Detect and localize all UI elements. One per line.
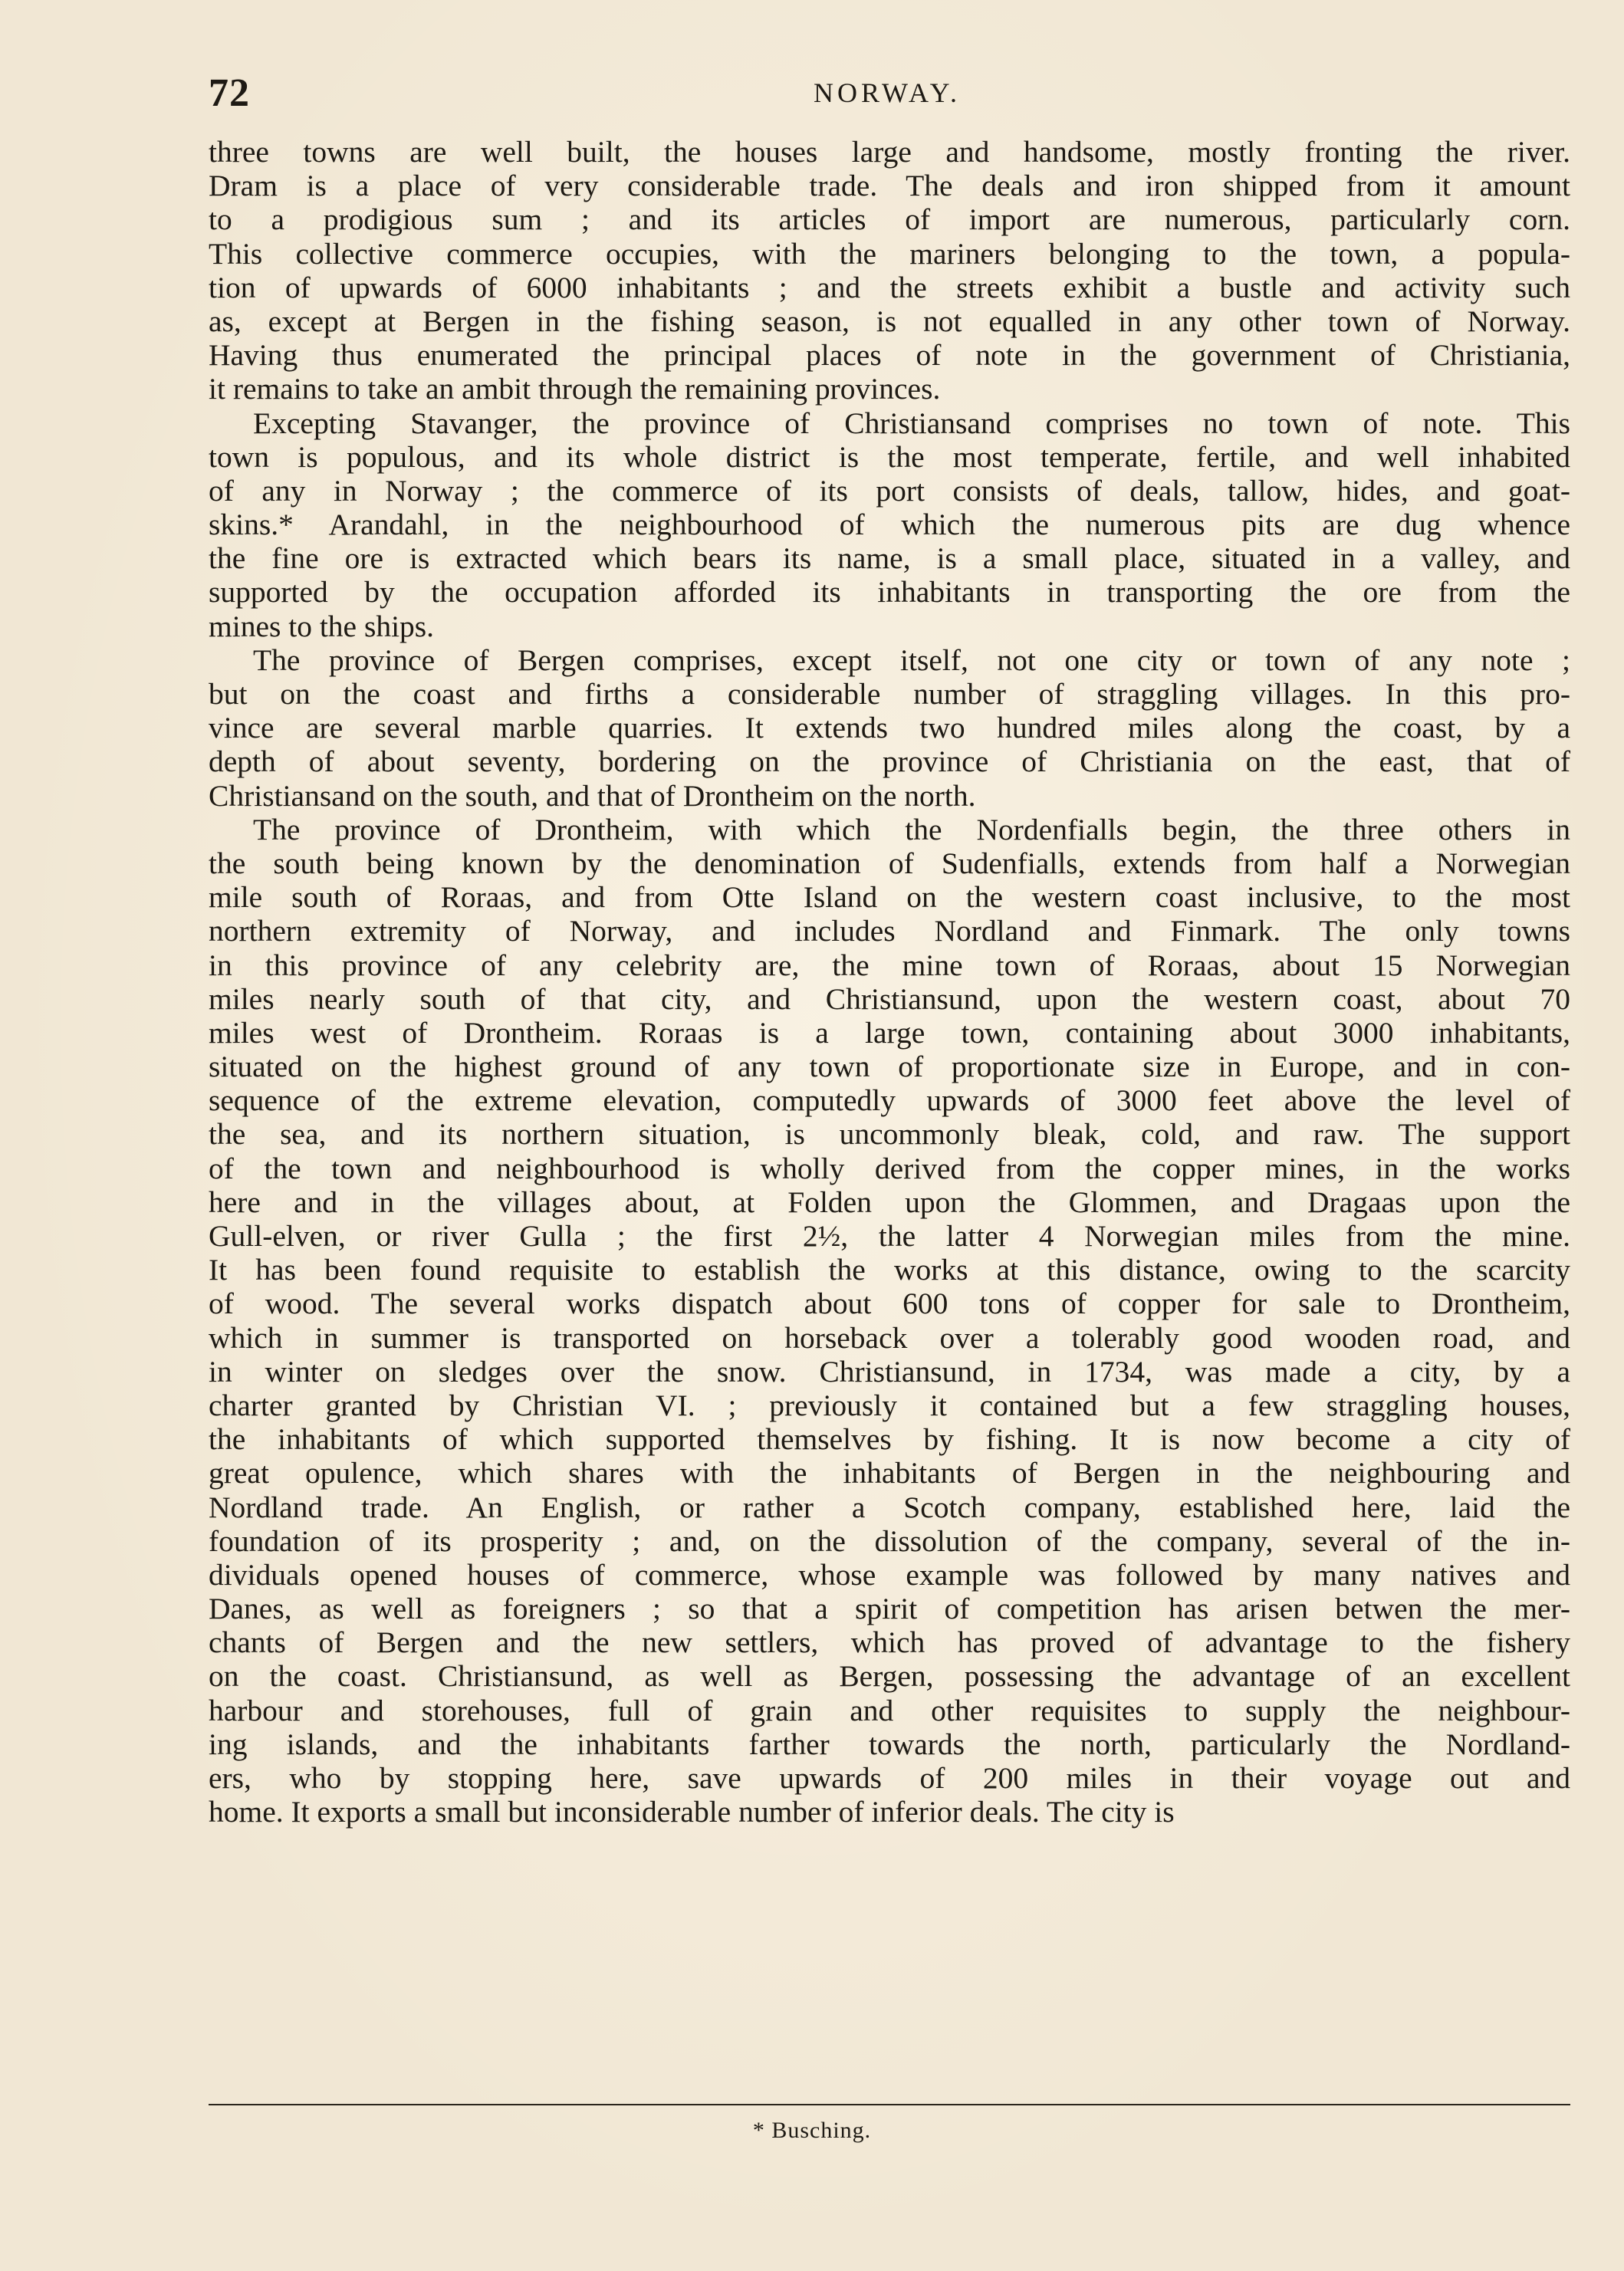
- paragraph: [209, 406, 1570, 643]
- text-line: as, except at Bergen in the fishing season, is not equalled in any other town of Norway.: [209, 304, 1570, 338]
- text-line: It has been found requisite to establish the works at this distance, owing to the scarcity: [209, 1253, 1570, 1287]
- footnote: * Busching.: [752, 2118, 872, 2143]
- text-line: depth of about seventy, bordering on the province of Christiania on the east, that of: [209, 744, 1570, 779]
- text-line: of the town and neighbourhood is wholly derived from the copper mines, in the works: [209, 1151, 1570, 1185]
- text-line: The province of Drontheim, with which the Nordenfialls begin, the three others in: [253, 812, 1570, 846]
- text-line: in this province of any celebrity are, the mine town of Roraas, about 15 Norwegian: [209, 948, 1570, 982]
- text-line: Danes, as well as foreigners ; so that a spirit of competition has arisen betwen the mer-: [209, 1592, 1570, 1626]
- text-line: the fine ore is extracted which bears its name, is a small place, situated in a valley, and: [209, 541, 1570, 576]
- text-line: situated on the highest ground of any town of proportionate size in Europe, and in con-: [209, 1050, 1570, 1084]
- text-line: ing islands, and the inhabitants farther towards the north, particularly the Nordland-: [209, 1727, 1570, 1761]
- text-line: town is populous, and its whole district is the most temperate, fertile, and well inhabited: [209, 439, 1570, 474]
- text-line: which in summer is transported on horseback over a tolerably good wooden road, and: [209, 1320, 1570, 1355]
- text-line: miles west of Drontheim. Roraas is a large town, containing about 3000 inhabitants,: [209, 1015, 1570, 1050]
- body-text: [209, 135, 1570, 1829]
- text-line: Dram is a place of very considerable trade. The deals and iron shipped from it amount: [209, 169, 1570, 203]
- text-line: miles nearly south of that city, and Christiansund, upon the western coast, about 70: [209, 981, 1570, 1016]
- paragraph: [209, 643, 1570, 813]
- text-line: great opulence, which shares with the inhabitants of Bergen in the neighbouring and: [209, 1456, 1570, 1490]
- text-line: The province of Bergen comprises, except itself, not one city or town of any note ;: [253, 643, 1570, 677]
- text-line: mile south of Roraas, and from Otte Island on the western coast inclusive, to the most: [209, 880, 1570, 915]
- text-line: here and in the villages about, at Folden upon the Glommen, and Dragaas upon the: [209, 1185, 1570, 1219]
- text-line: but on the coast and firths a considerable number of straggling villages. In this pro-: [209, 677, 1570, 711]
- text-line: Gull-elven, or river Gulla ; the first 2½, the latter 4 Norwegian miles from the mine.: [209, 1219, 1570, 1253]
- page-number: 72: [209, 71, 250, 115]
- text-line: This collective commerce occupies, with the mariners belonging to the town, a popula-: [209, 236, 1570, 271]
- text-line: the sea, and its northern situation, is uncommonly bleak, cold, and raw. The support: [209, 1117, 1570, 1152]
- text-line: Excepting Stavanger, the province of Christiansand comprises no town of note. This: [253, 406, 1570, 440]
- text-line: to a prodigious sum ; and its articles of import are numerous, particularly corn.: [209, 202, 1570, 237]
- text-line: supported by the occupation afforded its inhabitants in transporting the ore from the: [209, 575, 1570, 610]
- text-line: Christiansand on the south, and that of Drontheim on the north.: [209, 778, 976, 813]
- text-line: chants of Bergen and the new settlers, which has proved of advantage to the fishery: [209, 1625, 1570, 1660]
- text-line: ers, who by stopping here, save upwards of 200 miles in their voyage out and: [209, 1761, 1570, 1795]
- text-line: Having thus enumerated the principal places of note in the government of Christiania,: [209, 338, 1570, 373]
- text-line: of wood. The several works dispatch about 600 tons of copper for sale to Drontheim,: [209, 1287, 1570, 1321]
- text-line: foundation of its prosperity ; and, on the dissolution of the company, several of the in-: [209, 1523, 1570, 1558]
- paragraph: [209, 813, 1570, 1829]
- footnote-rule: [209, 2104, 1570, 2105]
- text-line: Nordland trade. An English, or rather a Scotch company, established here, laid the: [209, 1490, 1570, 1524]
- text-line: the inhabitants of which supported themselves by fishing. It is now become a city of: [209, 1422, 1570, 1457]
- text-line: the south being known by the denomination of Sudenfialls, extends from half a Norwegian: [209, 846, 1570, 880]
- text-line: dividuals opened houses of commerce, whose example was followed by many natives and: [209, 1557, 1570, 1592]
- page-header: [209, 71, 1566, 117]
- text-line: on the coast. Christiansund, as well as Bergen, possessing the advantage of an excellent: [209, 1659, 1570, 1694]
- text-line: harbour and storehouses, full of grain and other requisites to supply the neighbour-: [209, 1693, 1570, 1727]
- text-line: home. It exports a small but inconsiderable number of inferior deals. The city is: [209, 1795, 1175, 1829]
- text-line: vince are several marble quarries. It extends two hundred miles along the coast, by a: [209, 711, 1570, 745]
- text-line: northern extremity of Norway, and includes Nordland and Finmark. The only towns: [209, 914, 1570, 948]
- paragraph: [209, 135, 1570, 406]
- text-line: mines to the ships.: [209, 609, 435, 643]
- text-line: sequence of the extreme elevation, computedly upwards of 3000 feet above the level of: [209, 1083, 1570, 1118]
- text-line: in winter on sledges over the snow. Christiansund, in 1734, was made a city, by a: [209, 1354, 1570, 1389]
- text-line: it remains to take an ambit through the remaining provinces.: [209, 372, 941, 406]
- text-line: charter granted by Christian VI. ; previously it contained but a few straggling houses,: [209, 1388, 1570, 1422]
- running-title: NORWAY.: [813, 77, 962, 108]
- text-line: three towns are well built, the houses large and handsome, mostly fronting the river.: [209, 135, 1570, 169]
- text-line: of any in Norway ; the commerce of its port consists of deals, tallow, hides, and goat-: [209, 473, 1570, 508]
- text-line: skins.* Arandahl, in the neighbourhood of which the numerous pits are dug whence: [209, 508, 1570, 542]
- text-line: tion of upwards of 6000 inhabitants ; and the streets exhibit a bustle and activity such: [209, 270, 1570, 304]
